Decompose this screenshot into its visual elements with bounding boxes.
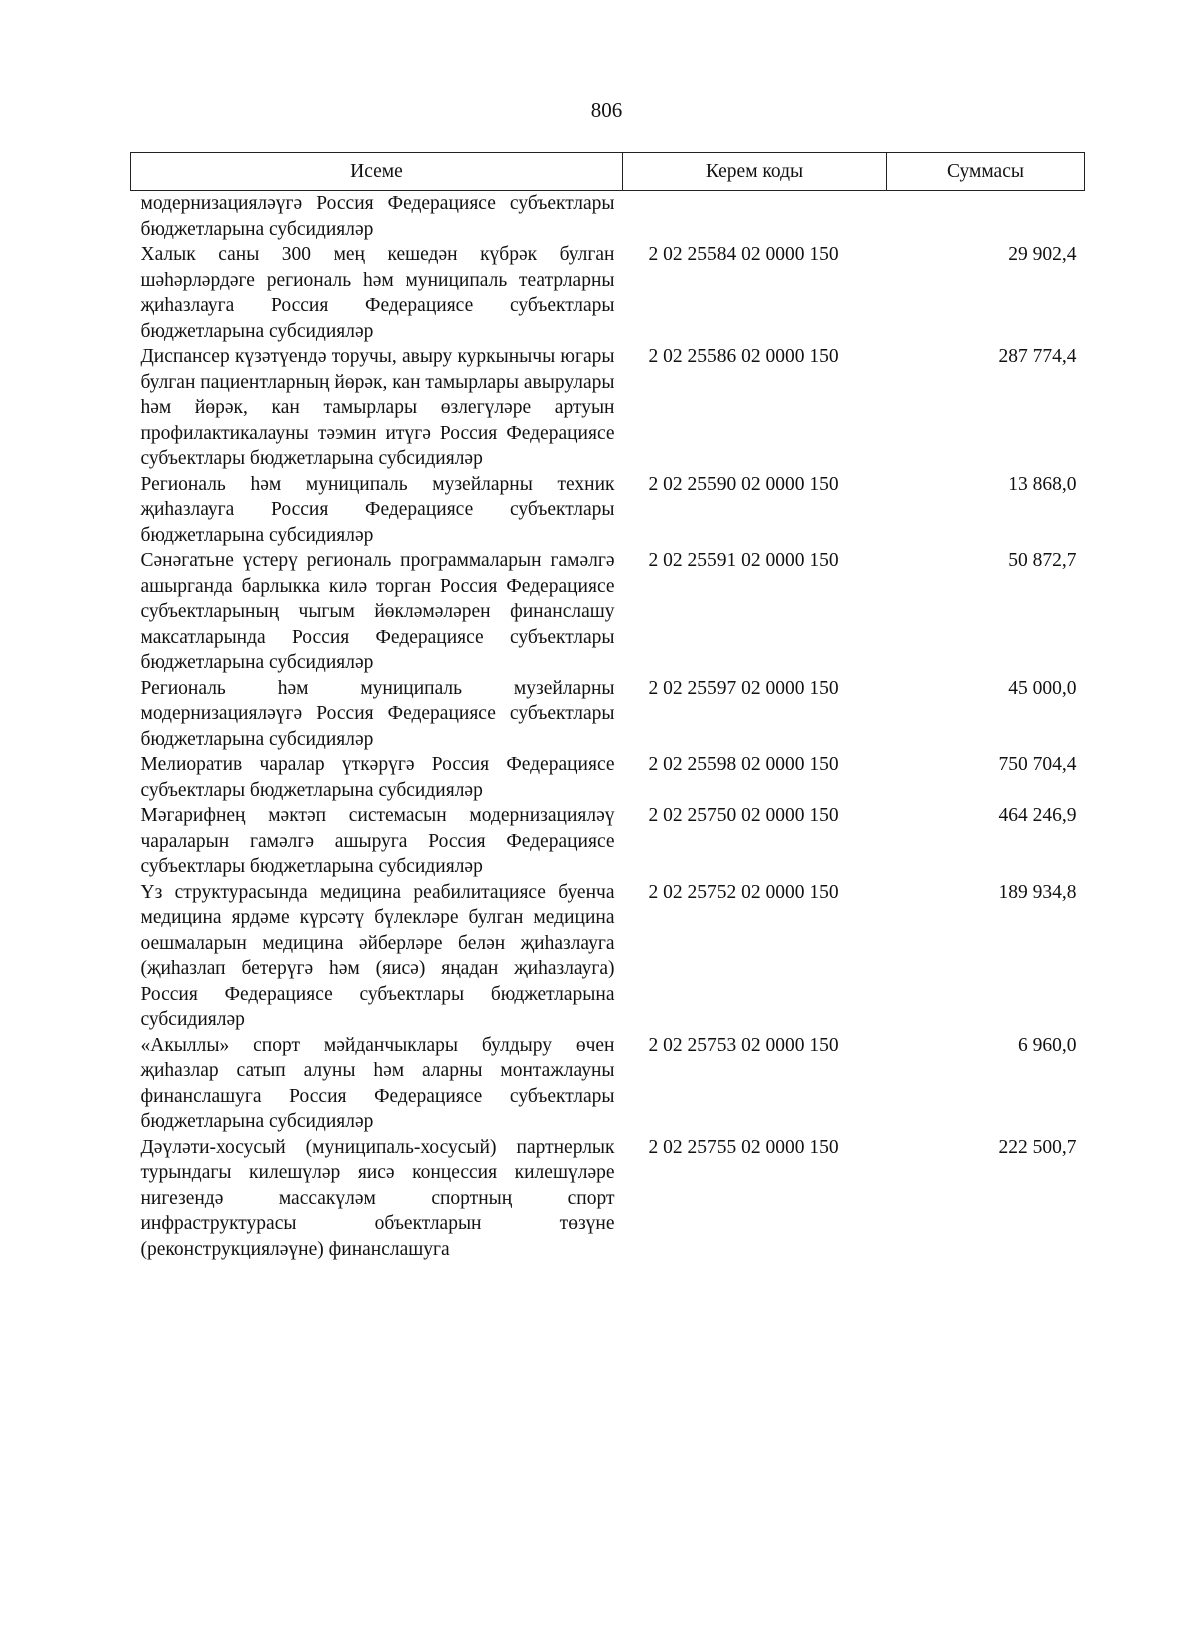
table-body <box>131 191 1085 1263</box>
row-amount: 50 872,7 <box>1008 550 1077 571</box>
row-amount: 189 934,8 <box>998 881 1077 903</box>
row-code: 2 02 25753 02 0000 150 <box>648 1034 839 1056</box>
row-code: 2 02 25584 02 0000 150 <box>648 244 839 265</box>
row-amount: 6 960,0 <box>1018 1034 1077 1056</box>
row-name: Региональ һәм муниципаль музейларны модернизацияләүгә Россия Федерациясе субъектлары бюджетларына субсидияләр <box>140 677 615 750</box>
row-amount: 222 500,7 <box>998 1136 1077 1158</box>
table-row <box>131 1135 1085 1263</box>
row-code <box>623 191 887 243</box>
row-amount <box>887 191 1085 243</box>
row-name: «Акыллы» спорт мәйданчыклары булдыру өчен җиһазлар сатып алуны һәм аларны монтажлауны финанслашуга Россия Федерациясе субъектлары бюджетларына субсидияләр <box>140 1034 615 1132</box>
table-row <box>131 191 1085 243</box>
row-amount: 750 704,4 <box>998 754 1077 775</box>
row-code: 2 02 25750 02 0000 150 <box>648 805 839 826</box>
row-name: Үз структурасында медицина реабилитациясе буенча медицина ярдәме күрсәтү бүлекләре булган медицина оешмаларын медицина әйберләре белән җиһазлауга (җиһазлап бетерүгә һәм (яисә) яңадан җиһазлауга) Россия Федерациясе субъектлары бюджетларына субсидияләр <box>140 881 615 1030</box>
table-row <box>131 548 1085 676</box>
row-name: Халык саны 300 мең кешедән күбрәк булган шәһәрләрдәге региональ һәм муниципаль театрларны җиһазлауга Россия Федерациясе субъектлары бюджетларына субсидияләр <box>140 244 615 342</box>
table-row <box>131 472 1085 549</box>
row-code: 2 02 25752 02 0000 150 <box>648 881 839 903</box>
budget-table <box>130 152 1085 1262</box>
table-row <box>131 242 1085 344</box>
table-row <box>131 344 1085 472</box>
header-name: Исеме <box>131 153 623 191</box>
row-name: Мелиоратив чаралар үткәрүгә Россия Федерациясе субъектлары бюджетларына субсидияләр <box>140 754 615 801</box>
row-amount: 464 246,9 <box>998 805 1077 826</box>
row-name: Мәгарифнең мәктәп системасын модернизацияләү чараларын гамәлгә ашыруга Россия Федерациясе субъектлары бюджетларына субсидияләр <box>140 805 615 877</box>
row-name: модернизацияләүгә Россия Федерациясе субъектлары бюджетларына субсидияләр <box>140 193 615 240</box>
table-row <box>131 1033 1085 1135</box>
row-amount: 45 000,0 <box>1008 677 1077 699</box>
row-code: 2 02 25598 02 0000 150 <box>648 754 839 775</box>
row-amount: 287 774,4 <box>998 346 1077 367</box>
row-name: Сәнәгатьне үстерү региональ программаларын гамәлгә ашырганда барлыкка килә торган Россия Федерациясе субъектларының чыгым йөкләмәләрен финанслашу максатларында Россия Федерациясе субъектлары бюджетларына субсидияләр <box>140 550 615 673</box>
row-name: Региональ һәм муниципаль музейларны техник җиһазлауга Россия Федерациясе субъектлары бюджетларына субсидияләр <box>140 473 615 546</box>
row-name: Диспансер күзәтүендә торучы, авыру куркынычы югары булган пациентларның йөрәк, кан тамырлары авырулары һәм йөрәк, кан тамырлары өзлегүләре артуын профилактикалауны тәэмин итүгә Россия Федерациясе субъектлары бюджетларына субсидияләр <box>140 346 615 469</box>
table-row <box>131 752 1085 803</box>
row-code: 2 02 25590 02 0000 150 <box>648 473 839 495</box>
header-amount: Суммасы <box>887 153 1085 191</box>
header-row <box>131 153 1085 191</box>
table-row <box>131 803 1085 880</box>
row-code: 2 02 25586 02 0000 150 <box>648 346 839 367</box>
row-name: Дәүләти-хосусый (муниципаль-хосусый) партнерлык турындагы килешүләр яисә концессия килешүләре нигезендә массакүләм спортның спорт инфраструктурасы объектларын төзүне (реконструкцияләүне) финанслашуга <box>140 1136 615 1260</box>
row-amount: 13 868,0 <box>1008 473 1077 495</box>
table-header <box>131 153 1085 191</box>
table-row <box>131 676 1085 753</box>
row-code: 2 02 25597 02 0000 150 <box>648 677 839 699</box>
row-code: 2 02 25591 02 0000 150 <box>648 550 839 571</box>
row-code: 2 02 25755 02 0000 150 <box>648 1136 839 1158</box>
page-number: 806 <box>590 98 623 122</box>
header-code: Керем коды <box>623 153 887 191</box>
row-amount: 29 902,4 <box>1008 244 1077 265</box>
table-row <box>131 880 1085 1033</box>
